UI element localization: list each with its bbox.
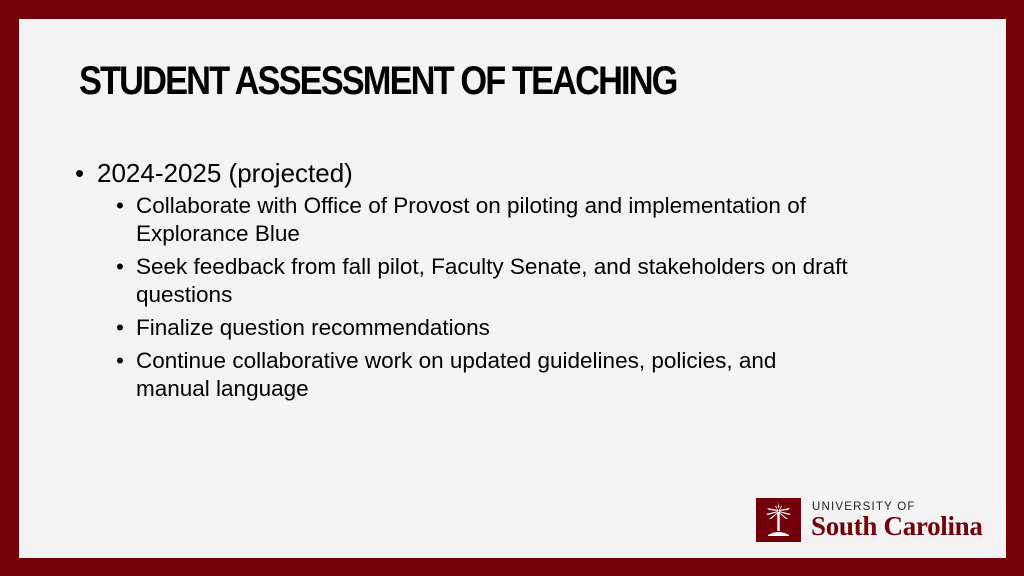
bullet-dot-icon: • <box>116 315 124 340</box>
sub-bullet-line: Finalize question recommendations <box>136 315 490 340</box>
bullet-text: 2024-2025 (projected) <box>97 158 353 188</box>
slide-title: STUDENT ASSESSMENT OF TEACHING <box>79 59 677 103</box>
sub-bullet-item <box>75 253 975 309</box>
sub-bullet-line: Explorance Blue <box>136 221 300 246</box>
slide <box>19 19 1006 558</box>
sub-bullet-line: Seek feedback from fall pilot, Faculty Senate, and stakeholders on draft <box>136 254 848 279</box>
sub-bullet-line: Continue collaborative work on updated guidelines, policies, and <box>136 348 777 373</box>
sub-bullet-item <box>75 314 975 342</box>
sub-bullet-line: manual language <box>136 376 309 401</box>
sub-bullet-item <box>75 192 975 248</box>
bullet-dot-icon: • <box>116 193 124 218</box>
logo-south-carolina: South Carolina <box>811 511 983 541</box>
logo-university-of: UNIVERSITY OF <box>812 501 916 513</box>
sub-bullet-line: questions <box>136 282 233 307</box>
bullet-dot-icon: • <box>116 348 124 373</box>
bullet-dot-icon: • <box>116 254 124 279</box>
palmetto-tree-icon <box>756 498 801 542</box>
sub-bullet-line: Collaborate with Office of Provost on piloting and implementation of <box>136 193 806 218</box>
sub-bullet-list <box>75 192 975 403</box>
sub-bullet-item <box>75 347 975 403</box>
bullet-level-1 <box>75 158 975 188</box>
university-logo <box>756 498 988 542</box>
slide-content <box>75 158 975 408</box>
bullet-dot-icon: • <box>75 158 85 188</box>
